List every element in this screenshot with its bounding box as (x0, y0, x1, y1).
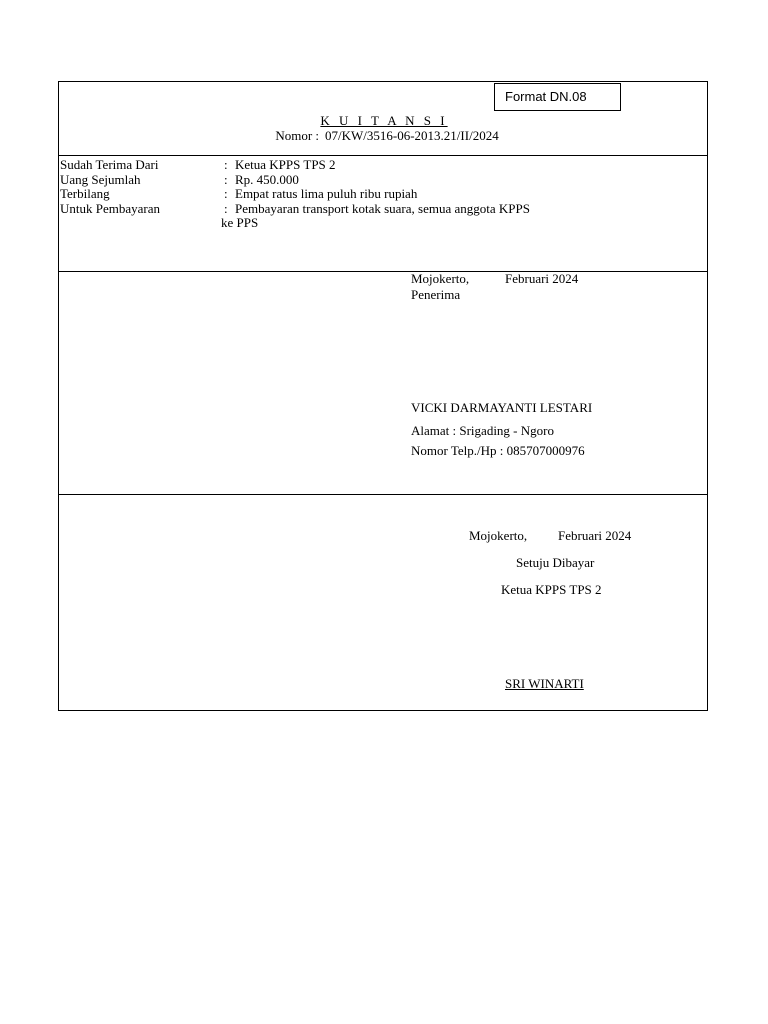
colon-1: : (224, 157, 228, 172)
divider-header (59, 155, 707, 156)
colon-3: : (224, 186, 228, 201)
approval-signer-name: SRI WINARTI (505, 676, 584, 691)
value-sudah-terima-dari: Ketua KPPS TPS 2 (235, 157, 336, 172)
receipt-title: K U I T A N S I (320, 113, 448, 128)
receiver-city: Mojokerto, (411, 271, 470, 286)
receiver-role: Penerima (411, 287, 461, 302)
nomor-value: 07/KW/3516-06-2013.21/II/2024 (325, 128, 499, 143)
receipt-frame (58, 81, 708, 711)
receiver-date: Februari 2024 (505, 271, 579, 286)
approval-city: Mojokerto, (469, 528, 528, 543)
receipt-number (59, 128, 709, 144)
receiver-phone: Nomor Telp./Hp : 085707000976 (411, 443, 585, 458)
label-untuk-pembayaran: Untuk Pembayaran (60, 201, 161, 216)
label-sudah-terima-dari: Sudah Terima Dari (60, 157, 159, 172)
colon-2: : (224, 172, 228, 187)
receiver-name: VICKI DARMAYANTI LESTARI (411, 400, 593, 415)
approval-date: Februari 2024 (558, 528, 632, 543)
value-uang-sejumlah: Rp. 450.000 (235, 172, 299, 187)
label-uang-sejumlah: Uang Sejumlah (60, 172, 141, 187)
approval-status: Setuju Dibayar (516, 555, 595, 570)
value-untuk-pembayaran-continuation: ke PPS (221, 215, 259, 230)
format-label-box: Format DN.08 (494, 83, 621, 111)
approval-role: Ketua KPPS TPS 2 (501, 582, 602, 597)
receiver-address: Alamat : Srigading - Ngoro (411, 423, 554, 438)
divider-details (59, 271, 707, 272)
divider-receiver (59, 494, 707, 495)
value-terbilang: Empat ratus lima puluh ribu rupiah (235, 186, 418, 201)
colon-4: : (224, 201, 228, 216)
value-untuk-pembayaran: Pembayaran transport kotak suara, semua anggota KPPS (235, 201, 530, 216)
nomor-label: Nomor : (275, 128, 320, 143)
label-terbilang: Terbilang (60, 186, 110, 201)
